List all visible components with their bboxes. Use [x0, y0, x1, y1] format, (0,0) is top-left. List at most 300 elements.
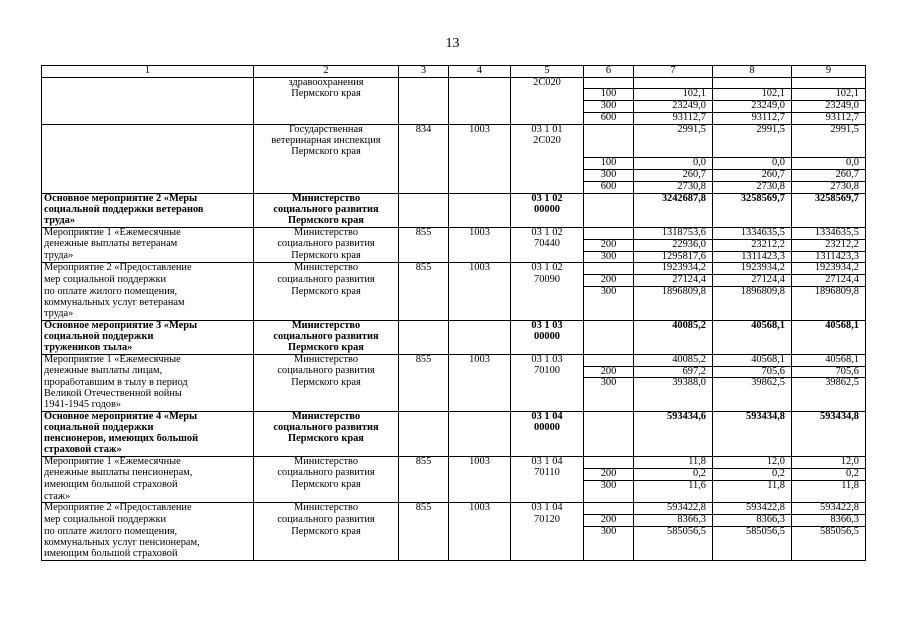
amount-cell-year2	[713, 434, 792, 445]
amount-cell-year2: 585056,5	[713, 527, 792, 538]
type-code-cell	[584, 320, 634, 331]
section-cell	[449, 275, 511, 287]
agency-cell: Пермского края	[254, 527, 399, 538]
agency-cell: социального развития	[254, 366, 399, 378]
section-cell	[449, 298, 511, 309]
type-code-cell	[584, 205, 634, 216]
code-cell	[399, 320, 449, 331]
amount-cell-year1: 697,2	[634, 366, 713, 378]
amount-cell-year2	[713, 77, 792, 88]
target-code-cell: 03 1 03	[511, 354, 584, 366]
table-row	[42, 136, 866, 147]
amount-cell-year3	[792, 492, 866, 503]
amount-cell-year1: 27124,4	[634, 275, 713, 287]
section-cell	[449, 468, 511, 480]
code-cell	[399, 170, 449, 182]
amount-cell-year1: 0,0	[634, 158, 713, 170]
name-cell	[42, 101, 254, 113]
name-cell: мер социальной поддержки	[42, 515, 254, 527]
section-cell	[449, 89, 511, 101]
table-row	[42, 527, 866, 538]
target-code-cell	[511, 298, 584, 309]
code-cell	[399, 549, 449, 560]
amount-cell-year1	[634, 538, 713, 549]
section-cell	[449, 205, 511, 216]
amount-cell-year2	[713, 309, 792, 320]
target-code-cell: 70100	[511, 366, 584, 378]
section-cell	[449, 320, 511, 331]
amount-cell-year2	[713, 298, 792, 309]
column-header: 9	[792, 66, 866, 78]
amount-cell-year3	[792, 434, 866, 445]
type-code-cell: 200	[584, 275, 634, 287]
agency-cell: Пермского края	[254, 251, 399, 263]
type-code-cell	[584, 77, 634, 88]
table-row	[42, 515, 866, 527]
target-code-cell	[511, 158, 584, 170]
agency-cell: Пермского края	[254, 89, 399, 101]
amount-cell-year1	[634, 147, 713, 158]
amount-cell-year2: 1311423,3	[713, 251, 792, 263]
type-code-cell: 300	[584, 527, 634, 538]
amount-cell-year2: 705,6	[713, 366, 792, 378]
table-row	[42, 227, 866, 239]
amount-cell-year1	[634, 389, 713, 400]
target-code-cell	[511, 400, 584, 411]
target-code-cell: 00000	[511, 423, 584, 434]
agency-cell: социального развития	[254, 239, 399, 251]
column-header: 8	[713, 66, 792, 78]
section-cell	[449, 309, 511, 320]
target-code-cell	[511, 527, 584, 538]
table-row	[42, 378, 866, 389]
type-code-cell: 200	[584, 239, 634, 251]
type-code-cell	[584, 216, 634, 227]
amount-cell-year2	[713, 423, 792, 434]
section-cell	[449, 170, 511, 182]
section-cell	[449, 287, 511, 298]
amount-cell-year3: 11,8	[792, 480, 866, 491]
code-cell	[399, 538, 449, 549]
type-code-cell	[584, 354, 634, 366]
amount-cell-year2: 27124,4	[713, 275, 792, 287]
amount-cell-year2	[713, 538, 792, 549]
code-cell	[399, 343, 449, 354]
amount-cell-year2: 11,8	[713, 480, 792, 491]
type-code-cell	[584, 147, 634, 158]
amount-cell-year2: 1923934,2	[713, 263, 792, 275]
code-cell: 855	[399, 456, 449, 468]
target-code-cell: 03 1 03	[511, 320, 584, 331]
type-code-cell	[584, 456, 634, 468]
section-cell: 1003	[449, 456, 511, 468]
amount-cell-year1: 39388,0	[634, 378, 713, 389]
target-code-cell	[511, 170, 584, 182]
agency-cell: социального развития	[254, 468, 399, 480]
section-cell: 1003	[449, 263, 511, 275]
table-row	[42, 366, 866, 378]
amount-cell-year2	[713, 205, 792, 216]
code-cell	[399, 147, 449, 158]
type-code-cell	[584, 332, 634, 343]
agency-cell: Министерство	[254, 503, 399, 515]
type-code-cell: 300	[584, 287, 634, 298]
amount-cell-year3: 1923934,2	[792, 263, 866, 275]
type-code-cell	[584, 309, 634, 320]
agency-cell: Министерство	[254, 320, 399, 331]
amount-cell-year3	[792, 549, 866, 560]
amount-cell-year1	[634, 400, 713, 411]
name-cell	[42, 89, 254, 101]
code-cell	[399, 445, 449, 456]
target-code-cell	[511, 182, 584, 194]
type-code-cell	[584, 263, 634, 275]
section-cell	[449, 389, 511, 400]
amount-cell-year2	[713, 389, 792, 400]
column-header: 5	[511, 66, 584, 78]
name-cell: проработавшим в тылу в период	[42, 378, 254, 389]
code-cell	[399, 251, 449, 263]
table-row	[42, 538, 866, 549]
amount-cell-year2: 1334635,5	[713, 227, 792, 239]
code-cell: 834	[399, 125, 449, 136]
target-code-cell: 2С020	[511, 77, 584, 88]
amount-cell-year1: 593434,6	[634, 412, 713, 423]
amount-cell-year3	[792, 332, 866, 343]
target-code-cell	[511, 113, 584, 125]
amount-cell-year3: 1334635,5	[792, 227, 866, 239]
type-code-cell	[584, 227, 634, 239]
amount-cell-year2: 8366,3	[713, 515, 792, 527]
type-code-cell	[584, 445, 634, 456]
code-cell	[399, 136, 449, 147]
name-cell: денежные выплаты пенсионерам,	[42, 468, 254, 480]
section-cell: 1003	[449, 503, 511, 515]
table-row	[42, 320, 866, 331]
section-cell	[449, 101, 511, 113]
agency-cell	[254, 113, 399, 125]
amount-cell-year2	[713, 147, 792, 158]
agency-cell: Пермского края	[254, 434, 399, 445]
amount-cell-year2: 0,0	[713, 158, 792, 170]
target-code-cell	[511, 445, 584, 456]
section-cell	[449, 400, 511, 411]
amount-cell-year1: 260,7	[634, 170, 713, 182]
type-code-cell: 300	[584, 251, 634, 263]
amount-cell-year2: 1896809,8	[713, 287, 792, 298]
code-cell: 855	[399, 503, 449, 515]
amount-cell-year3	[792, 538, 866, 549]
table-row	[42, 113, 866, 125]
agency-cell: Министерство	[254, 227, 399, 239]
agency-cell	[254, 182, 399, 194]
agency-cell: Министерство	[254, 456, 399, 468]
code-cell	[399, 89, 449, 101]
amount-cell-year1: 11,8	[634, 456, 713, 468]
amount-cell-year1: 1896809,8	[634, 287, 713, 298]
amount-cell-year3	[792, 343, 866, 354]
agency-cell	[254, 549, 399, 560]
table-row	[42, 389, 866, 400]
amount-cell-year1	[634, 343, 713, 354]
target-code-cell	[511, 343, 584, 354]
amount-cell-year3	[792, 423, 866, 434]
agency-cell: Пермского края	[254, 287, 399, 298]
amount-cell-year1	[634, 216, 713, 227]
agency-cell: социального развития	[254, 275, 399, 287]
amount-cell-year3: 260,7	[792, 170, 866, 182]
code-cell: 855	[399, 227, 449, 239]
name-cell: 1941-1945 годов»	[42, 400, 254, 411]
target-code-cell: 03 1 04	[511, 412, 584, 423]
amount-cell-year1: 40085,2	[634, 354, 713, 366]
name-cell: Основное мероприятие 3 «Меры	[42, 320, 254, 331]
type-code-cell: 100	[584, 89, 634, 101]
target-code-cell	[511, 378, 584, 389]
amount-cell-year2: 593434,8	[713, 412, 792, 423]
table-row	[42, 216, 866, 227]
target-code-cell: 00000	[511, 205, 584, 216]
table-row	[42, 468, 866, 480]
section-cell	[449, 239, 511, 251]
code-cell	[399, 366, 449, 378]
table-row	[42, 205, 866, 216]
target-code-cell	[511, 549, 584, 560]
section-cell	[449, 527, 511, 538]
agency-cell: социального развития	[254, 332, 399, 343]
amount-cell-year3	[792, 77, 866, 88]
amount-cell-year1	[634, 332, 713, 343]
agency-cell: социального развития	[254, 205, 399, 216]
name-cell	[42, 77, 254, 88]
amount-cell-year2: 2730,8	[713, 182, 792, 194]
amount-cell-year1	[634, 136, 713, 147]
amount-cell-year3: 8366,3	[792, 515, 866, 527]
code-cell	[399, 216, 449, 227]
amount-cell-year3: 102,1	[792, 89, 866, 101]
amount-cell-year3: 593434,8	[792, 412, 866, 423]
section-cell	[449, 423, 511, 434]
target-code-cell	[511, 101, 584, 113]
code-cell	[399, 434, 449, 445]
amount-cell-year2: 102,1	[713, 89, 792, 101]
section-cell	[449, 549, 511, 560]
name-cell: Основное мероприятие 4 «Меры	[42, 412, 254, 423]
target-code-cell: 70120	[511, 515, 584, 527]
agency-cell: Пермского края	[254, 378, 399, 389]
table-row	[42, 147, 866, 158]
target-code-cell	[511, 216, 584, 227]
type-code-cell	[584, 412, 634, 423]
amount-cell-year3: 705,6	[792, 366, 866, 378]
amount-cell-year3: 1311423,3	[792, 251, 866, 263]
amount-cell-year3	[792, 147, 866, 158]
type-code-cell: 600	[584, 182, 634, 194]
amount-cell-year3	[792, 309, 866, 320]
amount-cell-year2	[713, 445, 792, 456]
table-body	[42, 77, 866, 560]
table-row	[42, 125, 866, 136]
name-cell: социальной поддержки	[42, 423, 254, 434]
name-cell: Мероприятие 1 «Ежемесячные	[42, 354, 254, 366]
target-code-cell: 70440	[511, 239, 584, 251]
amount-cell-year1	[634, 445, 713, 456]
amount-cell-year1: 585056,5	[634, 527, 713, 538]
amount-cell-year3: 1896809,8	[792, 287, 866, 298]
amount-cell-year3: 40568,1	[792, 354, 866, 366]
amount-cell-year2	[713, 136, 792, 147]
section-cell	[449, 182, 511, 194]
section-cell	[449, 136, 511, 147]
amount-cell-year3: 40568,1	[792, 320, 866, 331]
type-code-cell	[584, 389, 634, 400]
type-code-cell: 200	[584, 468, 634, 480]
target-code-cell	[511, 147, 584, 158]
name-cell: Мероприятие 2 «Предоставление	[42, 263, 254, 275]
name-cell: денежные выплаты ветеранам	[42, 239, 254, 251]
amount-cell-year3: 3258569,7	[792, 193, 866, 204]
type-code-cell	[584, 492, 634, 503]
amount-cell-year2: 40568,1	[713, 320, 792, 331]
agency-cell	[254, 101, 399, 113]
name-cell	[42, 170, 254, 182]
target-code-cell: 70110	[511, 468, 584, 480]
agency-cell: Пермского края	[254, 147, 399, 158]
name-cell	[42, 125, 254, 136]
amount-cell-year2	[713, 343, 792, 354]
amount-cell-year1: 2730,8	[634, 182, 713, 194]
table-row	[42, 480, 866, 491]
section-cell	[449, 412, 511, 423]
type-code-cell: 300	[584, 101, 634, 113]
code-cell	[399, 423, 449, 434]
type-code-cell	[584, 298, 634, 309]
code-cell	[399, 515, 449, 527]
target-code-cell: 03 1 02	[511, 227, 584, 239]
target-code-cell	[511, 287, 584, 298]
column-header: 4	[449, 66, 511, 78]
amount-cell-year2: 40568,1	[713, 354, 792, 366]
code-cell	[399, 332, 449, 343]
amount-cell-year2	[713, 492, 792, 503]
section-cell	[449, 158, 511, 170]
section-cell	[449, 77, 511, 88]
name-cell	[42, 136, 254, 147]
table-row	[42, 412, 866, 423]
code-cell	[399, 412, 449, 423]
type-code-cell	[584, 549, 634, 560]
type-code-cell	[584, 400, 634, 411]
section-cell	[449, 343, 511, 354]
agency-cell	[254, 298, 399, 309]
code-cell: 855	[399, 263, 449, 275]
amount-cell-year3: 2991,5	[792, 125, 866, 136]
table-row	[42, 287, 866, 298]
code-cell	[399, 492, 449, 503]
target-code-cell: 03 1 02	[511, 263, 584, 275]
section-cell: 1003	[449, 354, 511, 366]
name-cell	[42, 182, 254, 194]
table-row	[42, 492, 866, 503]
amount-cell-year3: 2730,8	[792, 182, 866, 194]
table-row	[42, 549, 866, 560]
amount-cell-year2: 260,7	[713, 170, 792, 182]
column-header: 7	[634, 66, 713, 78]
name-cell: мер социальной поддержки	[42, 275, 254, 287]
amount-cell-year2: 2991,5	[713, 125, 792, 136]
amount-cell-year2: 23249,0	[713, 101, 792, 113]
target-code-cell	[511, 538, 584, 549]
name-cell: по оплате жилого помещения,	[42, 527, 254, 538]
code-cell	[399, 158, 449, 170]
name-cell: имеющим большой страховой	[42, 549, 254, 560]
name-cell: по оплате жилого помещения,	[42, 287, 254, 298]
name-cell: Основное мероприятие 2 «Меры	[42, 193, 254, 204]
section-cell	[449, 332, 511, 343]
table-row	[42, 170, 866, 182]
code-cell	[399, 309, 449, 320]
amount-cell-year1	[634, 492, 713, 503]
target-code-cell: 03 1 02	[511, 193, 584, 204]
type-code-cell: 100	[584, 158, 634, 170]
section-cell	[449, 492, 511, 503]
amount-cell-year3: 39862,5	[792, 378, 866, 389]
code-cell	[399, 182, 449, 194]
amount-cell-year1: 1318753,6	[634, 227, 713, 239]
target-code-cell: 03 1 04	[511, 456, 584, 468]
table-row	[42, 298, 866, 309]
name-cell: труда»	[42, 216, 254, 227]
amount-cell-year1: 593422,8	[634, 503, 713, 515]
amount-cell-year3	[792, 400, 866, 411]
target-code-cell: 03 1 04	[511, 503, 584, 515]
table-row	[42, 354, 866, 366]
section-cell	[449, 538, 511, 549]
amount-cell-year1: 1923934,2	[634, 263, 713, 275]
section-cell	[449, 251, 511, 263]
section-cell	[449, 113, 511, 125]
amount-cell-year1	[634, 423, 713, 434]
amount-cell-year3: 12,0	[792, 456, 866, 468]
name-cell: Мероприятие 1 «Ежемесячные	[42, 456, 254, 468]
code-cell	[399, 101, 449, 113]
section-cell	[449, 378, 511, 389]
amount-cell-year2	[713, 332, 792, 343]
agency-cell: Министерство	[254, 412, 399, 423]
amount-cell-year2: 39862,5	[713, 378, 792, 389]
code-cell	[399, 275, 449, 287]
table-row	[42, 239, 866, 251]
name-cell: Великой Отечественной войны	[42, 389, 254, 400]
type-code-cell	[584, 343, 634, 354]
name-cell: денежные выплаты лицам,	[42, 366, 254, 378]
agency-cell	[254, 309, 399, 320]
code-cell	[399, 193, 449, 204]
table-row	[42, 400, 866, 411]
column-header: 3	[399, 66, 449, 78]
name-cell: коммунальных услуг пенсионерам,	[42, 538, 254, 549]
section-cell	[449, 434, 511, 445]
agency-cell	[254, 492, 399, 503]
amount-cell-year1: 1295817,6	[634, 251, 713, 263]
name-cell: страховой стаж»	[42, 445, 254, 456]
section-cell	[449, 216, 511, 227]
table-row	[42, 182, 866, 194]
target-code-cell	[511, 251, 584, 263]
name-cell: стаж»	[42, 492, 254, 503]
table-row	[42, 89, 866, 101]
code-cell: 855	[399, 354, 449, 366]
